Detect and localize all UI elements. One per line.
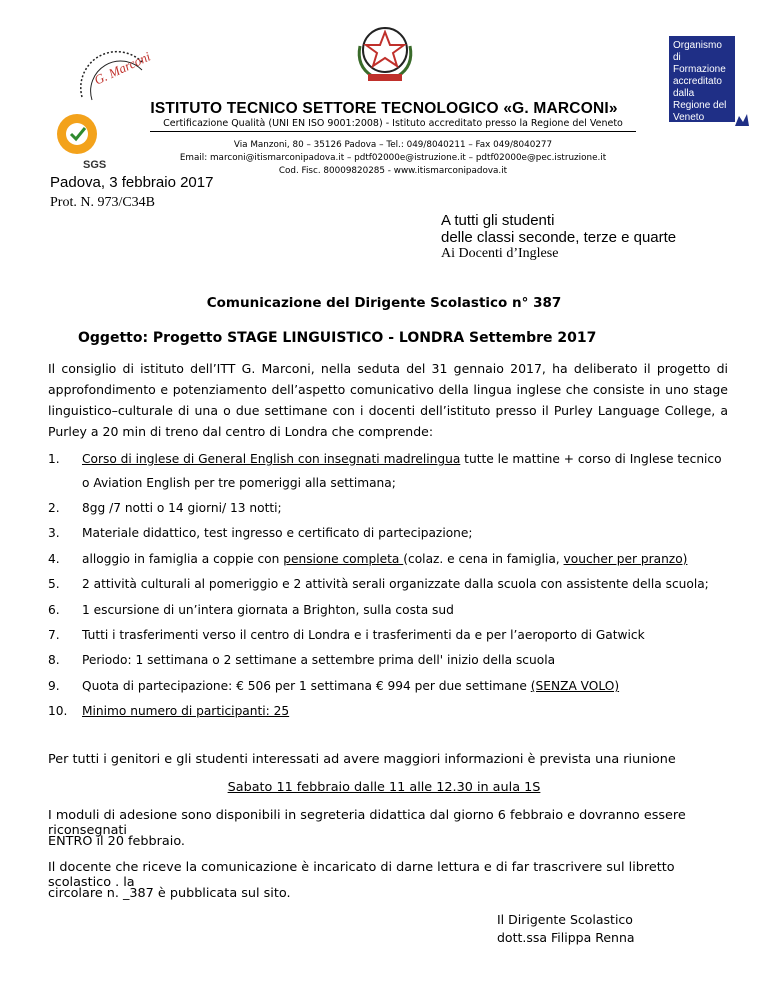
forms-info: I moduli di adesione sono disponibili in segreteria didattica dal giorno 6 febbraio e dovranno essere riconsegnati [48, 808, 686, 838]
school-name: ISTITUTO TECNICO SETTORE TECNOLOGICO «G. MARCONI» [150, 100, 618, 117]
list-item: 5. 2 attività culturali al pomeriggio e 2 attività serali organizzate dalla scuola con assistente della scuola; [48, 577, 709, 591]
signature-name: dott.ssa Filippa Renna [497, 930, 635, 945]
list-item: 6. 1 escursione di un’intera giornata a Brighton, sulla costa sud [48, 603, 454, 617]
certification-line: Certificazione Qualità (UNI EN ISO 9001:2008) - Istituto accreditato presso la Regione del Veneto [150, 118, 636, 132]
republic-emblem [352, 20, 418, 84]
recipient-line-2: delle classi seconde, terze e quarte [441, 229, 677, 246]
tax-code-line: Cod. Fisc. 80009820285 - www.itismarconipadova.it [278, 166, 508, 176]
meeting-intro: Per tutti i genitori e gli studenti interessati ad avere maggiori informazioni è prevista una riunione [48, 752, 676, 767]
signature-role: Il Dirigente Scolastico [497, 912, 633, 927]
list-item: o Aviation English per tre pomeriggi alla settimana; [82, 476, 396, 490]
list-item: 9. Quota di partecipazione: € 506 per 1 settimana € 994 per due settimane (SENZA VOLO) [48, 679, 620, 693]
recipient-line-1: A tutti gli studenti [441, 212, 555, 229]
regione-veneto-text: Organismo di Formazione accreditato dalla Regione del Veneto [673, 40, 727, 123]
intro-paragraph: Il consiglio di istituto dell’ITT G. Marconi, nella seduta del 31 gennaio 2017, ha deliberato il progetto di approfondimento e potenziamento dell’aspetto comunicativo della lingua inglese che consiste in uno stage linguistico–culturale di una o due settimane con i docenti dell’istituto presso il Purley Language College, a Purley a 20 min di treno dal centro di Londra che comprende: [48, 361, 728, 439]
email-line: Email: marconi@itismarconipadova.it – pdtf02000e@istruzione.it – pdtf02000e@pec.istruzione.it [179, 153, 607, 163]
address-line: Via Manzoni, 80 – 35126 Padova – Tel.: 049/8040211 – Fax 049/8040277 [233, 140, 553, 150]
list-item: 8. Periodo: 1 settimana o 2 settimane a settembre prima dell' inizio della scuola [48, 653, 556, 667]
recipient-line-3: Ai Docenti d’Inglese [441, 246, 559, 261]
meeting-date: Sabato 11 febbraio dalle 11 alle 12.30 in aula 1S [227, 780, 541, 795]
communication-title: Comunicazione del Dirigente Scolastico n° 387 [206, 295, 562, 311]
list-item: 1. Corso di inglese di General English con insegnati madrelingua tutte le mattine + corso di Inglese tecnico [48, 452, 722, 466]
list-item: 10. Minimo numero di participanti: 25 [48, 704, 290, 718]
teacher-note: Il docente che riceve la comunicazione è incaricato di darne lettura e di far trascrivere sul libretto scolastico . la [48, 860, 675, 890]
deadline: ENTRO il 20 febbraio. [48, 834, 185, 849]
place-date: Padova, 3 febbraio 2017 [50, 174, 214, 191]
svg-text:G. Marconi: G. Marconi [91, 48, 152, 88]
subject-line: Oggetto: Progetto STAGE LINGUISTICO - LONDRA Settembre 2017 [78, 330, 597, 346]
publication-note: circolare n. _387 è pubblicata sul sito. [48, 886, 291, 901]
protocol-number: Prot. N. 973/C34B [50, 195, 156, 210]
sgs-certification-logo [49, 110, 115, 174]
svg-text:SGS: SGS [83, 159, 107, 171]
list-item: 2. 8gg /7 notti o 14 giorni/ 13 notti; [48, 501, 282, 515]
program-list [48, 452, 738, 728]
list-item: 7. Tutti i trasferimenti verso il centro di Londra e i trasferimenti da e per l’aeroporto di Gatwick [48, 628, 645, 642]
list-item: 4. alloggio in famiglia a coppie con pensione completa (colaz. e cena in famiglia, voucher per pranzo) [48, 552, 688, 566]
school-logo [72, 42, 152, 102]
list-item: 3. Materiale didattico, test ingresso e certificato di partecipazione; [48, 526, 473, 540]
